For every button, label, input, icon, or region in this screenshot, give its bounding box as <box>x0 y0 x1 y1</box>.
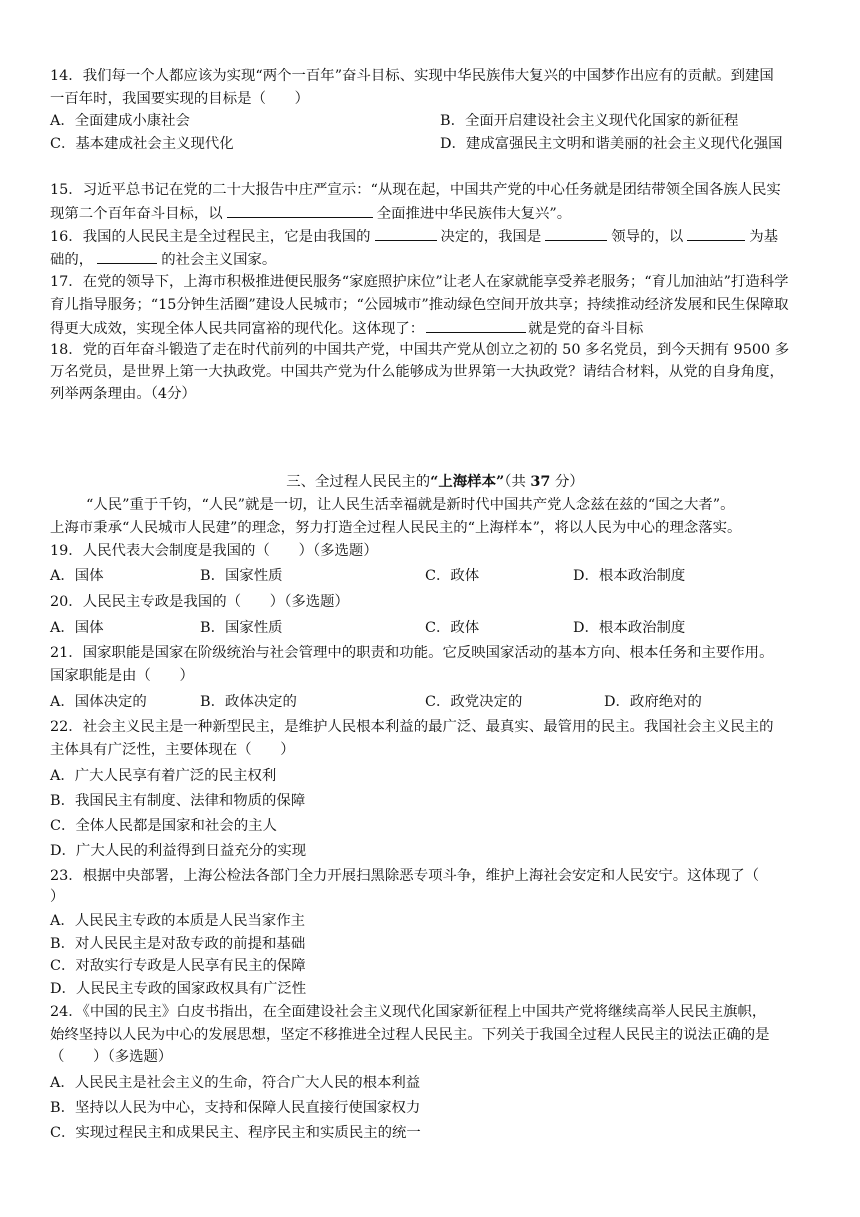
question-stem: 列举两条理由。（4分） <box>50 386 196 402</box>
title-text: （共 <box>504 474 531 490</box>
text-segment: 就是党的奋斗目标 <box>528 321 644 337</box>
question-stem: 18．党的百年奋斗锻造了走在时代前列的中国共产党，中国共产党从创立之初的 50 多名党员，到今天拥有 9500 多 <box>50 342 790 358</box>
option-c: C．基本建成社会主义现代化 <box>50 136 234 152</box>
section-intro: “人民”重于千钧，“人民”就是一切，让人民生活幸福就是新时代中国共产党人念兹在兹的“国之大者”。 <box>86 497 735 513</box>
option-a: A．人民民主专政的本质是人民当家作主 <box>50 913 306 929</box>
question-stem: 15．习近平总书记在党的二十大报告中庄严宣示：“从现在起，中国共产党的中心任务就是团结带领全国各族人民实 <box>50 182 781 198</box>
option-d: D．根本政治制度 <box>573 620 686 636</box>
option-a: A．全面建成小康社会 <box>50 113 190 129</box>
question-stem: 育儿指导服务；“15分钟生活圈”建设人民城市；“公园城市”推动绿色空间开放共享；持续推动经济发展和民生保障取 <box>50 297 789 313</box>
question-stem: 17．在党的领导下，上海市积极推进便民服务“家庭照护床位”让老人在家就能享受养老服务；“育儿加油站”打造科学 <box>50 274 789 290</box>
question-stem: 20．人民民主专政是我国的（ ）（多选题） <box>50 594 349 610</box>
question-stem: 主体具有广泛性，主要体现在（ ） <box>50 742 295 758</box>
question-stem-with-blanks <box>50 226 778 246</box>
title-text: 分） <box>550 474 584 490</box>
answer-blank[interactable] <box>426 318 526 333</box>
answer-blank[interactable] <box>227 203 373 218</box>
option-a: A．国体 <box>50 620 104 636</box>
question-stem: ） <box>50 889 65 905</box>
question-stem: 一百年时，我国要实现的目标是（ ） <box>50 91 310 107</box>
section-title <box>50 472 820 492</box>
option-d: D．根本政治制度 <box>573 568 686 584</box>
text-segment: 领导的，以 <box>611 229 684 245</box>
question-stem: 万名党员，是世界上第一大执政党。中国共产党为什么能够成为世界第一大执政党？请结合材料，从党的自身角度， <box>50 364 784 380</box>
text-segment: 的社会主义国家。 <box>161 252 277 268</box>
title-text: “上海样本” <box>430 473 505 490</box>
option-b: B．我国民主有制度、法律和物质的保障 <box>50 793 306 809</box>
option-b: B．坚持以人民为中心，支持和保障人民直接行使国家权力 <box>50 1100 421 1116</box>
question-stem: 21．国家职能是国家在阶级统治与社会管理中的职责和功能。它反映国家活动的基本方向、根本任务和主要作用。 <box>50 645 774 661</box>
option-b: B．对人民民主是对敌专政的前提和基础 <box>50 936 306 952</box>
option-a: A．人民民主是社会主义的生命，符合广大人民的根本利益 <box>50 1075 421 1091</box>
option-c: C．政体 <box>425 620 480 636</box>
text-segment: 得更大成效，实现全体人民共同富裕的现代化。这体现了： <box>50 321 425 337</box>
option-d: D．建成富强民主文明和谐美丽的社会主义现代化强国 <box>440 136 783 152</box>
option-c: C．政党决定的 <box>425 694 523 710</box>
option-b: B．国家性质 <box>200 620 283 636</box>
question-stem: 23．根据中央部署，上海公检法各部门全力开展扫黑除恶专项斗争，维护上海社会安定和人民安宁。这体现了（ <box>50 868 760 884</box>
option-d: D．人民民主专政的国家政权具有广泛性 <box>50 981 307 997</box>
question-stem: 19．人民代表大会制度是我国的（ ）（多选题） <box>50 543 378 559</box>
question-stem-with-blank <box>50 249 276 269</box>
answer-blank[interactable] <box>545 226 607 241</box>
question-stem: 国家职能是由（ ） <box>50 668 194 684</box>
option-b: B．全面开启建设社会主义现代化国家的新征程 <box>440 113 739 129</box>
text-segment: 为基 <box>749 229 779 245</box>
option-c: C．对敌实行专政是人民享有民主的保障 <box>50 958 306 974</box>
answer-blank[interactable] <box>375 226 437 241</box>
answer-blank[interactable] <box>97 249 157 264</box>
title-text: 三、全过程人民民主的 <box>286 474 431 490</box>
option-a: A．国体决定的 <box>50 694 147 710</box>
option-d: D．政府绝对的 <box>604 694 702 710</box>
option-c: C．实现过程民主和成果民主、程序民主和实质民主的统一 <box>50 1125 421 1141</box>
question-stem-with-blank <box>50 318 643 338</box>
title-score: 37 <box>530 473 551 490</box>
question-stem: 14．我们每一个人都应该为实现“两个一百年”奋斗目标、实现中华民族伟大复兴的中国梦作出应有的贡献。到建国 <box>50 68 774 84</box>
text-segment: 全面推进中华民族伟大复兴”。 <box>376 206 572 222</box>
option-a: A．广大人民享有着广泛的民主权利 <box>50 768 277 784</box>
question-stem: 22．社会主义民主是一种新型民主，是维护人民根本利益的最广泛、最真实、最管用的民主。我国社会主义民主的 <box>50 719 774 735</box>
text-segment: 16．我国的人民民主是全过程民主，它是由我国的 <box>50 229 371 245</box>
option-b: B．国家性质 <box>200 568 283 584</box>
question-stem: （ ）（多选题） <box>50 1049 173 1065</box>
text-segment: 础的， <box>50 252 94 268</box>
question-stem: 始终坚持以人民为中心的发展思想，坚定不移推进全过程人民民主。下列关于我国全过程人民民主的说法正确的是 <box>50 1027 770 1043</box>
answer-blank[interactable] <box>687 226 745 241</box>
option-d: D．广大人民的利益得到日益充分的实现 <box>50 843 307 859</box>
question-stem-with-blank <box>50 203 571 223</box>
option-c: C．政体 <box>425 568 480 584</box>
text-segment: 现第二个百年奋斗目标，以 <box>50 206 223 222</box>
section-intro: 上海市秉承“人民城市人民建”的理念，努力打造全过程人民民主的“上海样本”，将以人民为中心的理念落实。 <box>50 520 742 536</box>
text-segment: 决定的，我国是 <box>440 229 542 245</box>
option-c: C．全体人民都是国家和社会的主人 <box>50 818 277 834</box>
question-stem: 24．《中国的民主》白皮书指出，在全面建设社会主义现代化国家新征程上中国共产党将继续高举人民民主旗帜， <box>50 1004 767 1020</box>
option-b: B．政体决定的 <box>200 694 297 710</box>
option-a: A．国体 <box>50 568 104 584</box>
